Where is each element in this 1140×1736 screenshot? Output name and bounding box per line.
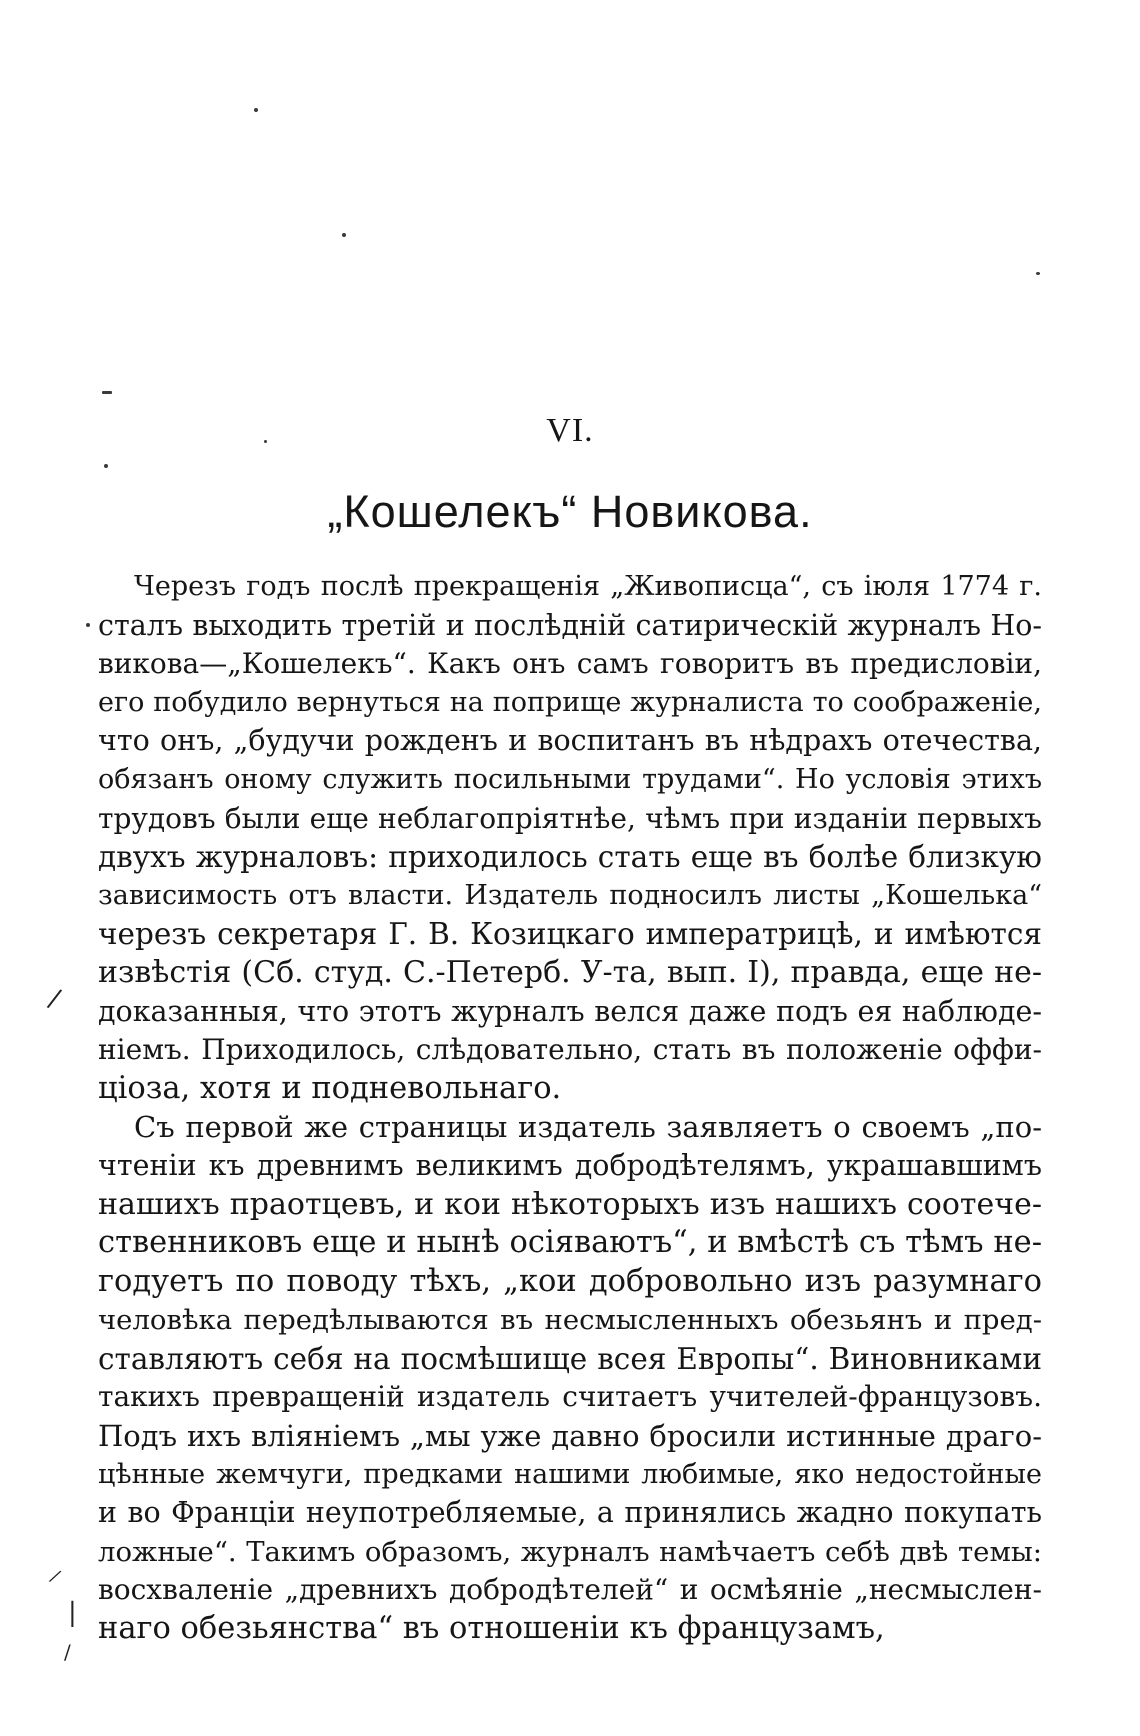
paragraph — [98, 568, 1042, 1108]
text-line: доказанныя, что этотъ журналъ велся даже подъ ея наблюде- — [98, 994, 1042, 1028]
text-line: сталъ выходить третій и послѣдній сатирическій журналъ Но- — [98, 608, 1042, 642]
text-line: человѣка передѣлываются въ несмысленныхъ обезьянъ и пред- — [98, 1304, 1042, 1337]
text-line: годуетъ по поводу тѣхъ, „кои добровольно изъ разумнаго — [98, 1263, 1042, 1299]
margin-mark: / — [45, 983, 64, 1015]
text-line: и во Франціи неупотребляемые, а принялись жадно покупать — [98, 1496, 1042, 1530]
scan-speck — [254, 108, 258, 112]
scan-speck — [104, 464, 108, 468]
text-line: трудовъ были еще неблагопріятнѣе, чѣмъ при изданіи первыхъ — [98, 801, 1042, 835]
text-line: его побудило вернуться на поприще журналиста то соображеніе, — [98, 686, 1042, 718]
text-line: что онъ, „будучи рожденъ и воспитанъ въ нѣдрахъ отечества, — [98, 724, 1042, 758]
text-line: ственниковъ еще и нынѣ осіяваютъ“, и вмѣстѣ съ тѣмъ не- — [98, 1225, 1042, 1261]
text-line: ціоза, хотя и подневольнаго. — [98, 1070, 562, 1106]
text-line: двухъ журналовъ: приходилось стать еще въ болѣе близкую — [98, 840, 1042, 875]
text-line: такихъ превращеній издатель считаетъ учителей-французовъ. — [98, 1380, 1042, 1414]
text-line: ніемъ. Приходилось, слѣдовательно, стать въ положеніе оффи- — [98, 1033, 1042, 1067]
margin-mark: / — [47, 1565, 63, 1588]
text-line: извѣстія (Сб. студ. С.-Петерб. У-та, вып. I), правда, еще не- — [98, 954, 1042, 990]
text-line: викова—„Кошелекъ“. Какъ онъ самъ говоритъ въ предисловіи, — [98, 647, 1042, 681]
text-line: зависимость отъ власти. Издатель подносилъ листы „Кошелька“ — [98, 879, 1042, 911]
text-line: ставляютъ себя на посмѣшище всея Европы“. Виновниками — [98, 1341, 1042, 1376]
chapter-number: VI. — [546, 412, 594, 449]
text-line: обязанъ оному служить посильными трудами“. Но условія этихъ — [98, 763, 1042, 795]
text-line: Съ первой же страницы издатель заявляетъ о своемъ „по- — [134, 1110, 1042, 1145]
text-line: ложные“. Такимъ образомъ, журналъ намѣчаетъ себѣ двѣ темы: — [98, 1535, 1042, 1568]
scan-speck — [86, 623, 90, 627]
text-line: Черезъ годъ послѣ прекращенія „Живописца“, съ іюля 1774 г. — [134, 571, 1042, 602]
margin-mark: | — [68, 1598, 77, 1628]
margin-mark: / — [64, 1640, 71, 1664]
scan-speck — [342, 233, 346, 237]
text-line: Подъ ихъ вліяніемъ „мы уже давно бросили истинные драго- — [98, 1419, 1042, 1454]
scan-speck — [102, 391, 112, 394]
paragraph — [98, 1108, 1042, 1648]
text-line: нашихъ праотцевъ, и кои нѣкоторыхъ изъ нашихъ соотече- — [98, 1186, 1042, 1222]
text-line: чтеніи къ древнимъ великимъ добродѣтелямъ, украшавшимъ — [98, 1148, 1042, 1182]
chapter-title: „Кошелекъ“ Новикова. — [327, 486, 813, 537]
text-line: восхваленіе „древнихъ добродѣтелей“ и осмѣяніе „несмыслен- — [98, 1573, 1042, 1607]
text-line: черезъ секретаря Г. В. Козицкаго императрицѣ, и имѣются — [98, 917, 1042, 952]
scan-speck — [1036, 272, 1040, 275]
text-line: наго обезьянства“ въ отношеніи къ французамъ, — [98, 1611, 885, 1647]
body-text — [98, 568, 1042, 1649]
text-line: цѣнные жемчуги, предками нашими любимые, яко недостойные — [98, 1458, 1042, 1490]
